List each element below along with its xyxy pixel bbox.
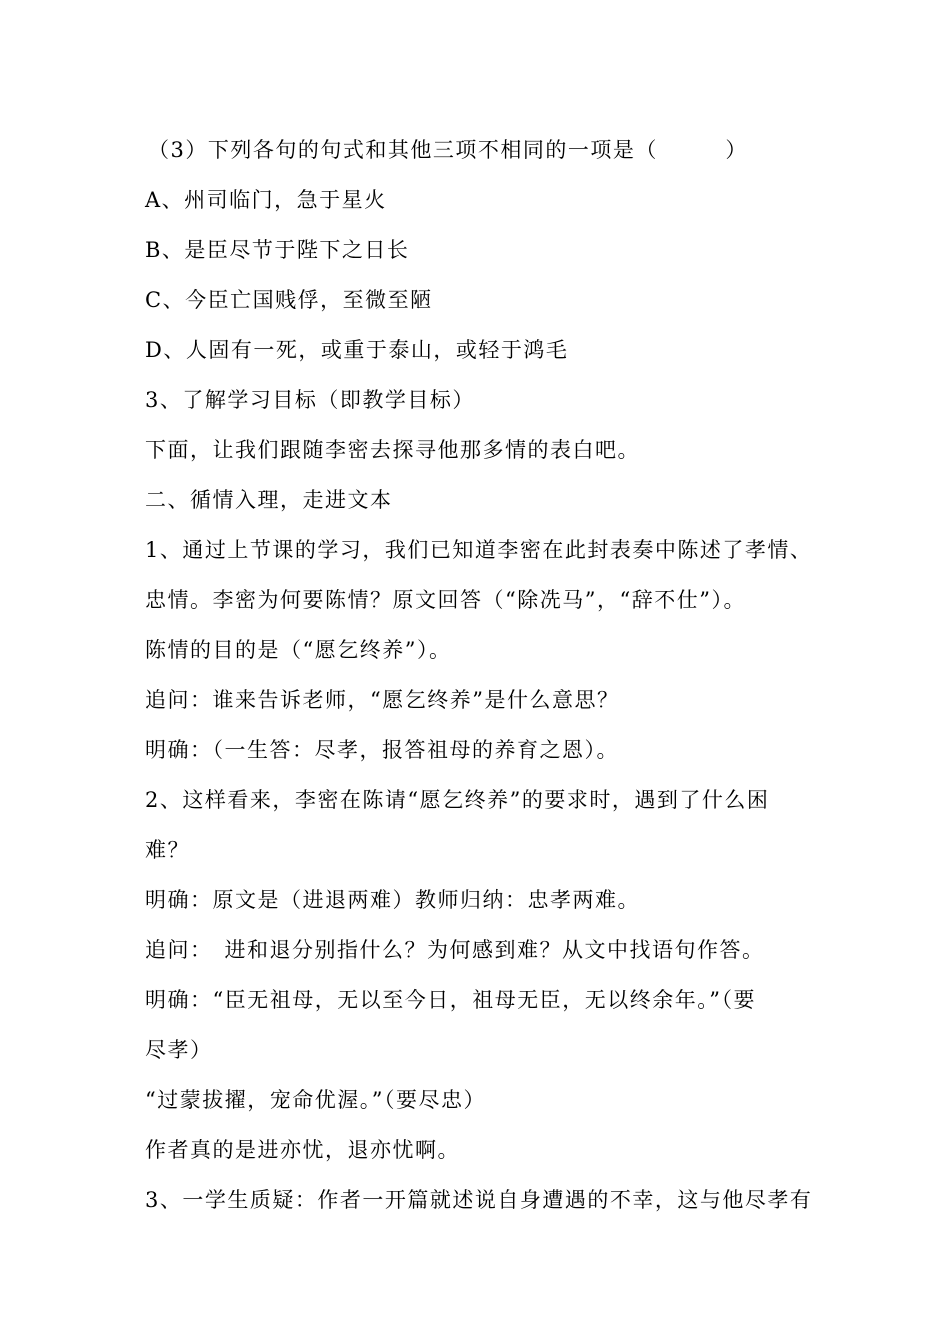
clarification-3-line-1: 明确：“臣无祖母，无以至今日，祖母无臣，无以终余年。”（要 <box>145 988 756 1012</box>
option-a: A、州司临门，急于星火 <box>145 188 387 212</box>
paragraph-1-line-2: 忠情。李密为何要陈情？原文回答（“除冼马”，“辞不仕”）。 <box>145 588 746 612</box>
follow-up-question-2: 追问： 进和退分别指什么？为何感到难？从文中找语句作答。 <box>145 938 765 962</box>
paragraph-2-line-1: 2、这样看来，李密在陈请“愿乞终养”的要求时，遇到了什么困 <box>145 788 770 812</box>
option-c: C、今臣亡国贱俘，至微至陋 <box>145 288 433 312</box>
transition-paragraph: 下面，让我们跟随李密去探寻他那多情的表白吧。 <box>145 438 640 462</box>
option-d: D、人固有一死，或重于泰山，或轻于鸿毛 <box>145 338 569 362</box>
summary-line: 作者真的是进亦忧，退亦忧啊。 <box>145 1138 460 1162</box>
clarification-1: 明确：（一生答：尽孝，报答祖母的养育之恩）。 <box>145 738 619 762</box>
paragraph-2-line-2: 难？ <box>145 838 190 862</box>
question-3-prompt: （3）下列各句的句式和其他三项不相同的一项是（ ） <box>148 138 748 162</box>
clarification-3-line-2: 尽孝） <box>145 1038 213 1062</box>
section-2-heading: 二、循情入理，走进文本 <box>145 488 393 512</box>
option-b: B、是臣尽节于陛下之日长 <box>145 238 410 262</box>
paragraph-1-line-1: 1、通过上节课的学习，我们已知道李密在此封表奏中陈述了孝情、 <box>145 538 813 562</box>
clarification-2: 明确：原文是（进退两难）教师归纳：忠孝两难。 <box>145 888 640 912</box>
paragraph-3-line-1: 3、一学生质疑：作者一开篇就述说自身遭遇的不幸，这与他尽孝有 <box>145 1188 813 1212</box>
paragraph-1-line-3: 陈情的目的是（“愿乞终养”）。 <box>145 638 452 662</box>
section-3-heading: 3、了解学习目标（即教学目标） <box>145 388 475 412</box>
follow-up-question-1: 追问：谁来告诉老师，“愿乞终养”是什么意思？ <box>145 688 620 712</box>
quotation-loyalty: “过蒙拔擢，宠命优渥。”（要尽忠） <box>145 1088 486 1112</box>
